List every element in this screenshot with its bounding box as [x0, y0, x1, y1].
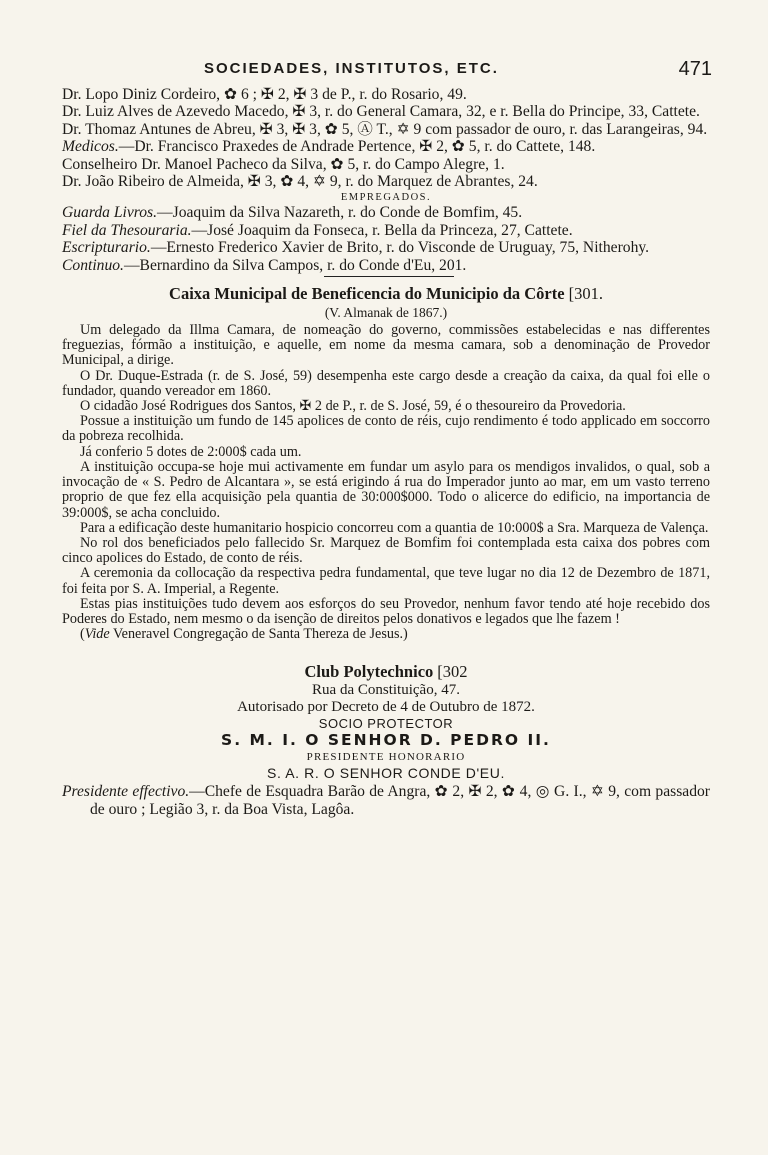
- club-title: [62, 662, 710, 682]
- caixa-title-text: Caixa Municipal de Beneficencia do Municipio da Côrte: [169, 284, 565, 304]
- running-title: SOCIEDADES, INSTITUTOS, ETC.: [204, 60, 499, 77]
- protector-name: S. M. I. O SENHOR D. PEDRO II.: [221, 731, 551, 750]
- employee-entry: [62, 257, 710, 274]
- caixa-paragraph: A ceremonia da collocação da respectiva pedra fundamental, que teve lugar no dia 12 de Dezembro de 1871, foi feita por S. A. Imperial, a Regente.: [62, 565, 710, 597]
- vide-rest: Veneravel Congregação de Santa Thereza de Jesus.): [109, 626, 408, 643]
- caixa-reference: (V. Almanak de 1867.): [324, 305, 448, 321]
- medicos-entry: [62, 138, 710, 155]
- president-entry: [62, 783, 710, 818]
- employee-entry: [62, 204, 710, 221]
- caixa-paragraph: Para a edificação deste humanitario hospicio concorreu com a quantia de 10:000$ a Sra. Marqueza de Valença.: [80, 519, 709, 536]
- caixa-paragraph: Estas pias instituições tudo devem aos esforços do seu Provedor, nenhum favor tendo até hoje recebido dos Poderes do Estado, nem mesmo o da isenção de direitos pelos donativos e legados que lhe fazem !: [62, 595, 710, 627]
- club-number: [302: [437, 662, 468, 682]
- employee-entry: [62, 222, 710, 239]
- page-header: [62, 58, 710, 86]
- employee-role: Escripturario.: [62, 239, 151, 257]
- caixa-paragraph: O Dr. Duque-Estrada (r. de S. José, 59) desempenha este cargo desde a creação da caixa, da qual foi elle o fundador, quando vereador em 1860.: [62, 367, 710, 399]
- employee-text: —José Joaquim da Fonseca, r. Bella da Princeza, 27, Cattete.: [191, 221, 573, 239]
- caixa-title: [62, 284, 710, 304]
- hon-president-name: S. A. R. O SENHOR CONDE D'EU.: [267, 765, 505, 782]
- club-title-text: Club Polytechnico: [304, 662, 434, 682]
- club-decree: Autorisado por Decreto de 4 de Outubro de 1872.: [237, 699, 535, 716]
- hon-president-heading: PRESIDENTE HONORARIO: [306, 751, 466, 764]
- caixa-paragraph: Possue a instituição um fundo de 145 apolices de conto de réis, cujo rendimento é todo applicado em soccorro da pobreza recolhida.: [62, 413, 710, 445]
- club-address: Rua da Constituição, 47.: [312, 682, 460, 699]
- member-entry: Dr. João Ribeiro de Almeida, ✠ 3, ✿ 4, ✡ 9, r. do Marquez de Abrantes, 24.: [62, 173, 538, 191]
- caixa-paragraph: No rol dos beneficiados pelo fallecido Sr. Marquez de Bomfim foi contemplada esta caixa dos pobres com cinco apolices do Estado, de conto de réis.: [62, 534, 710, 567]
- employee-text: —Ernesto Frederico Xavier de Brito, r. do Visconde de Uruguay, 75, Nitherohy.: [150, 239, 650, 257]
- member-entry: Dr. Luiz Alves de Azevedo Macedo, ✠ 3, r. do General Camara, 32, e r. Bella do Principe, 33, Cattete.: [62, 103, 700, 121]
- employee-text: —Bernardino da Silva Campos, r. do Conde d'Eu, 201.: [123, 256, 467, 274]
- caixa-paragraph: A instituição occupa-se hoje mui activamente em fundar um asylo para os mendigos invalidos, o qual, sob a invocação de « S. Pedro de Alcantara », se está erigindo á rua do Imperador junto ao mar, em um vasto terreno proprio de que fez ella acquisição pela quantia de 30:000$000. Todo o alicerce do edificio, na importancia de 39:000$, se acha concluido.: [62, 458, 710, 521]
- caixa-paragraph: Um delegado da Illma Camara, de nomeação do governo, commissões estabelecidas e nas differentes freguezias, fórmão a instituição, e aquelle, em nome da mesma camara, sob a denominação de Provedor Municipal, a dirige.: [62, 322, 710, 369]
- employee-role: Guarda Livros.: [62, 204, 158, 222]
- vide-note: [62, 627, 710, 642]
- president-text: —Chefe de Esquadra Barão de Angra, ✿ 2, ✠ 2, ✿ 4, ◎ G. I., ✡ 9, com passador de ouro ; Legião 3, r. da Boa Vista, Lagôa.: [90, 783, 710, 818]
- member-entry: Dr. Lopo Diniz Cordeiro, ✿ 6 ; ✠ 2, ✠ 3 de P., r. do Rosario, 49.: [62, 86, 467, 103]
- employee-role: Fiel da Thesouraria.: [62, 221, 192, 239]
- member-entry: Dr. Thomaz Antunes de Abreu, ✠ 3, ✠ 3, ✿ 5, Ⓐ T., ✡ 9 com passador de ouro, r. das Larangeiras, 94.: [62, 120, 708, 138]
- president-role: Presidente effectivo.: [62, 783, 190, 801]
- employee-text: —Joaquim da Silva Nazareth, r. do Conde de Bomfim, 45.: [157, 204, 523, 222]
- text-column: [62, 58, 710, 818]
- caixa-paragraph: Já conferio 5 dotes de 2:000$ cada um.: [80, 443, 302, 460]
- caixa-number: [301.: [568, 284, 603, 304]
- section-divider: [324, 276, 454, 277]
- member-entry: Conselheiro Dr. Manoel Pacheco da Silva, ✿ 5, r. do Campo Alegre, 1.: [62, 155, 505, 173]
- protector-heading: SOCIO PROTECTOR: [318, 716, 454, 732]
- vide-open: (: [80, 626, 85, 643]
- page-number: 471: [678, 58, 712, 80]
- medicos-role: Medicos.: [62, 138, 119, 156]
- employees-heading: EMPREGADOS.: [340, 192, 432, 204]
- medicos-text: —Dr. Francisco Praxedes de Andrade Pertence, ✠ 2, ✿ 5, r. do Cattete, 148.: [118, 138, 596, 156]
- caixa-paragraph: O cidadão José Rodrigues dos Santos, ✠ 2 de P., r. de S. José, 59, é o thesoureiro da Provedoria.: [80, 398, 626, 415]
- employee-role: Continuo.: [62, 256, 124, 274]
- employee-entry: [62, 239, 710, 256]
- vide-word: Vide: [84, 626, 110, 643]
